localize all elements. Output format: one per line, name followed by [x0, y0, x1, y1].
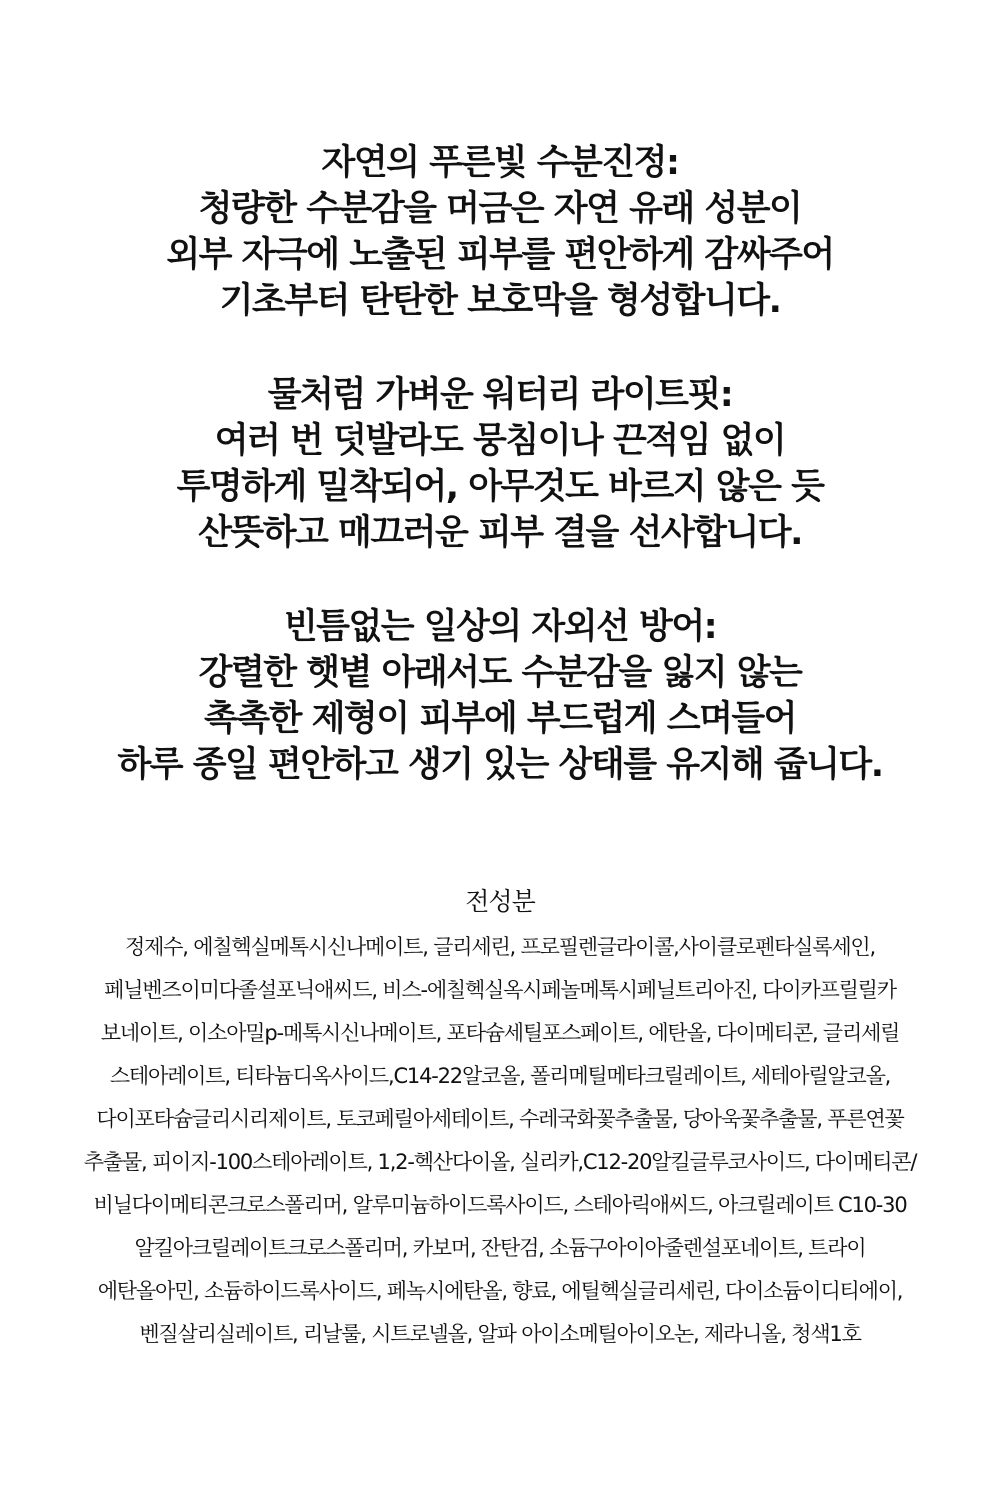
- feature-text-line: 기초부터 탄탄한 보호막을 형성합니다.: [219, 281, 781, 321]
- ingredients-line: 에탄올아민, 소듐하이드록사이드, 페녹시에탄올, 향료, 에틸헥실글리세린, 다이소듐이디티에이,: [97, 1279, 903, 1303]
- feature-descriptions: [0, 140, 1000, 836]
- ingredients-line: 페닐벤즈이미다졸설포닉애씨드, 비스-에칠헥실옥시페놀메톡시페닐트리아진, 다이카프릴릴카: [104, 978, 896, 1002]
- feature-text-line: 하루 종일 편안하고 생기 있는 상태를 유지해 줍니다.: [117, 745, 883, 785]
- ingredients-line: 비닐다이메티콘크로스폴리머, 알루미늄하이드록사이드, 스테아릭애씨드, 아크릴레이트 C10-30: [93, 1193, 907, 1217]
- feature-text-line: 강렬한 햇볕 아래서도 수분감을 잃지 않는: [198, 653, 802, 693]
- ingredients-line: 추출물, 피이지-100스테아레이트, 1,2-헥산다이올, 실리카,C12-20알킬글루코사이드, 다이메티콘/: [83, 1150, 917, 1174]
- ingredients-line: 정제수, 에칠헥실메톡시신나메이트, 글리세린, 프로필렌글라이콜,사이클로펜타실록세인,: [125, 935, 875, 959]
- feature-text-line: 청량한 수분감을 머금은 자연 유래 성분이: [198, 189, 802, 229]
- feature-text-line: 외부 자극에 노출된 피부를 편안하게 감싸주어: [166, 235, 834, 275]
- feature-text-line: 여러 번 덧발라도 뭉침이나 끈적임 없이: [214, 421, 786, 461]
- ingredients-line: 스테아레이트, 티타늄디옥사이드,C14-22알코올, 폴리메틸메타크릴레이트, 세테아릴알코올,: [109, 1064, 891, 1088]
- feature-text-line: 산뜻하고 매끄러운 피부 결을 선사합니다.: [198, 513, 802, 553]
- feature-block-soothing: [0, 140, 1000, 324]
- ingredients-line: 다이포타슘글리시리제이트, 토코페릴아세테이트, 수레국화꽃추출물, 당아욱꽃추출물, 푸른연꽃: [96, 1107, 904, 1131]
- feature-text-line: 촉촉한 제형이 피부에 부드럽게 스며들어: [203, 699, 796, 739]
- ingredients-title: 전성분: [465, 887, 535, 916]
- ingredients-line: 벤질살리실레이트, 리날룰, 시트로넬올, 알파 아이소메틸아이오논, 제라니올, 청색1호: [139, 1322, 861, 1346]
- feature-heading: 자연의 푸른빛 수분진정:: [321, 143, 679, 183]
- feature-block-lightfit: [0, 372, 1000, 556]
- feature-heading: 빈틈없는 일상의 자외선 방어:: [283, 607, 717, 647]
- ingredients-line: 보네이트, 이소아밀p-메톡시신나메이트, 포타슘세틸포스페이트, 에탄올, 다이메티콘, 글리세릴: [100, 1021, 900, 1045]
- feature-block-uv-defense: [0, 604, 1000, 788]
- feature-text-line: 투명하게 밀착되어, 아무것도 바르지 않은 듯: [176, 467, 824, 507]
- feature-heading: 물처럼 가벼운 워터리 라이트핏:: [267, 375, 733, 415]
- ingredients-line: 알킬아크릴레이트크로스폴리머, 카보머, 잔탄검, 소듐구아이아줄렌설포네이트, 트라이: [134, 1236, 866, 1260]
- ingredients-section: [0, 884, 1000, 1356]
